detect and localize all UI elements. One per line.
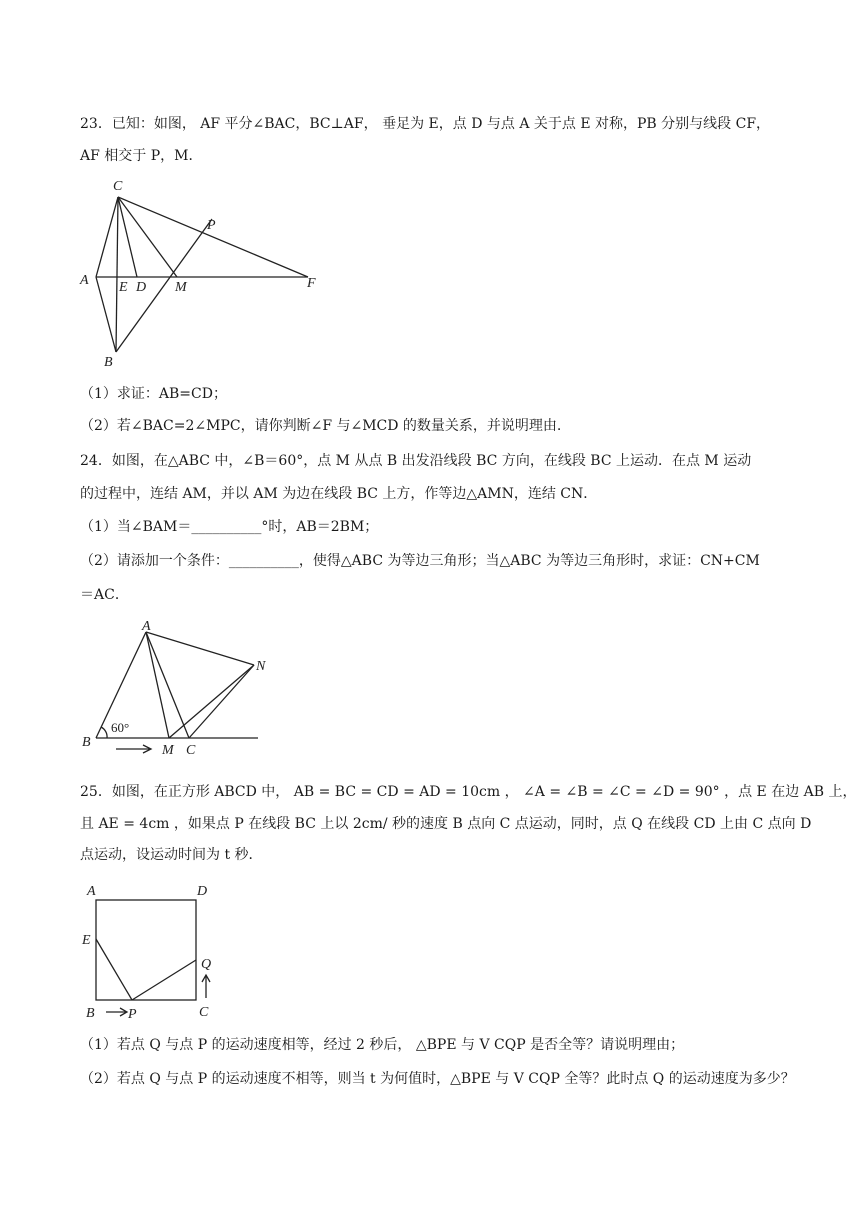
q23-figure bbox=[70, 172, 330, 372]
q25-part2: （2）若点 Q 与点 P 的运动速度不相等，则当 t 为何值时，△BPE 与 V CQP 全等？此时点 Q 的运动速度为多少？ bbox=[80, 1071, 795, 1087]
q24-part1: （1）当∠BAM＝__________°时，AB＝2BM； bbox=[80, 519, 379, 535]
q25-label-c: C bbox=[199, 1005, 209, 1020]
q24-part2-line1: （2）请添加一个条件：__________，使得△ABC 为等边三角形；当△ABC 为等边三角形时，求证：CN+CM bbox=[80, 553, 760, 569]
q24-label-m: M bbox=[162, 743, 174, 758]
q23-label-e: E bbox=[119, 280, 128, 295]
q23-part2: （2）若∠BAC=2∠MPC，请你判断∠F 与∠MCD 的数量关系，并说明理由. bbox=[80, 418, 562, 434]
q24-label-c: C bbox=[186, 743, 196, 758]
q24-label-b: B bbox=[82, 735, 91, 750]
q23-stem-line2: AF 相交于 P，M． bbox=[80, 148, 203, 164]
q25-label-d: D bbox=[197, 884, 208, 899]
q25-stem-line1: 25．如图，在正方形 ABCD 中， AB = BC = CD = AD = 10cm ， ∠A = ∠B = ∠C = ∠D = 90° ，点 E 在边 AB 上， bbox=[80, 784, 857, 800]
q23-part1: （1）求证：AB=CD； bbox=[80, 386, 227, 402]
q23-stem-line1: 23．已知：如图， AF 平分∠BAC，BC⊥AF， 垂足为 E，点 D 与点 A 关于点 E 对称，PB 分别与线段 CF， bbox=[80, 116, 771, 132]
q23-label-d: D bbox=[136, 280, 147, 295]
q25-stem-line3: 点运动，设运动时间为 t 秒． bbox=[80, 847, 263, 863]
q24-stem-line1: 24．如图，在△ABC 中，∠B＝60°，点 M 从点 B 出发沿线段 BC 方向，在线段 BC 上运动．在点 M 运动 bbox=[80, 453, 752, 469]
q24-stem-line2: 的过程中，连结 AM，并以 AM 为边在线段 BC 上方，作等边△AMN，连结 CN． bbox=[80, 486, 598, 502]
q23-label-a: A bbox=[80, 273, 89, 288]
q23-label-p: P bbox=[207, 218, 216, 233]
q25-label-e: E bbox=[82, 933, 91, 948]
q25-label-q: Q bbox=[201, 957, 212, 972]
q24-figure bbox=[76, 618, 276, 758]
q25-figure bbox=[80, 880, 230, 1020]
q25-stem-line2: 且 AE = 4cm ，如果点 P 在线段 BC 上以 2cm/ 秒的速度 B 点向 C 点运动，同时，点 Q 在线段 CD 上由 C 点向 D bbox=[80, 816, 812, 832]
q24-angle-label: 60° bbox=[111, 720, 130, 735]
q24-label-n: N bbox=[256, 659, 266, 674]
q23-label-m: M bbox=[175, 280, 187, 295]
q23-label-b: B bbox=[104, 355, 113, 370]
q25-label-a: A bbox=[87, 884, 96, 899]
q23-label-f: F bbox=[307, 276, 316, 291]
q25-label-p: P bbox=[128, 1007, 137, 1020]
q25-label-b: B bbox=[86, 1006, 95, 1020]
q25-part1: （1）若点 Q 与点 P 的运动速度相等，经过 2 秒后， △BPE 与 V CQP 是否全等？请说明理由； bbox=[80, 1037, 685, 1053]
q24-label-a: A bbox=[142, 619, 151, 634]
q23-label-c: C bbox=[113, 179, 123, 194]
q24-part2-line2: ＝AC． bbox=[80, 587, 129, 603]
